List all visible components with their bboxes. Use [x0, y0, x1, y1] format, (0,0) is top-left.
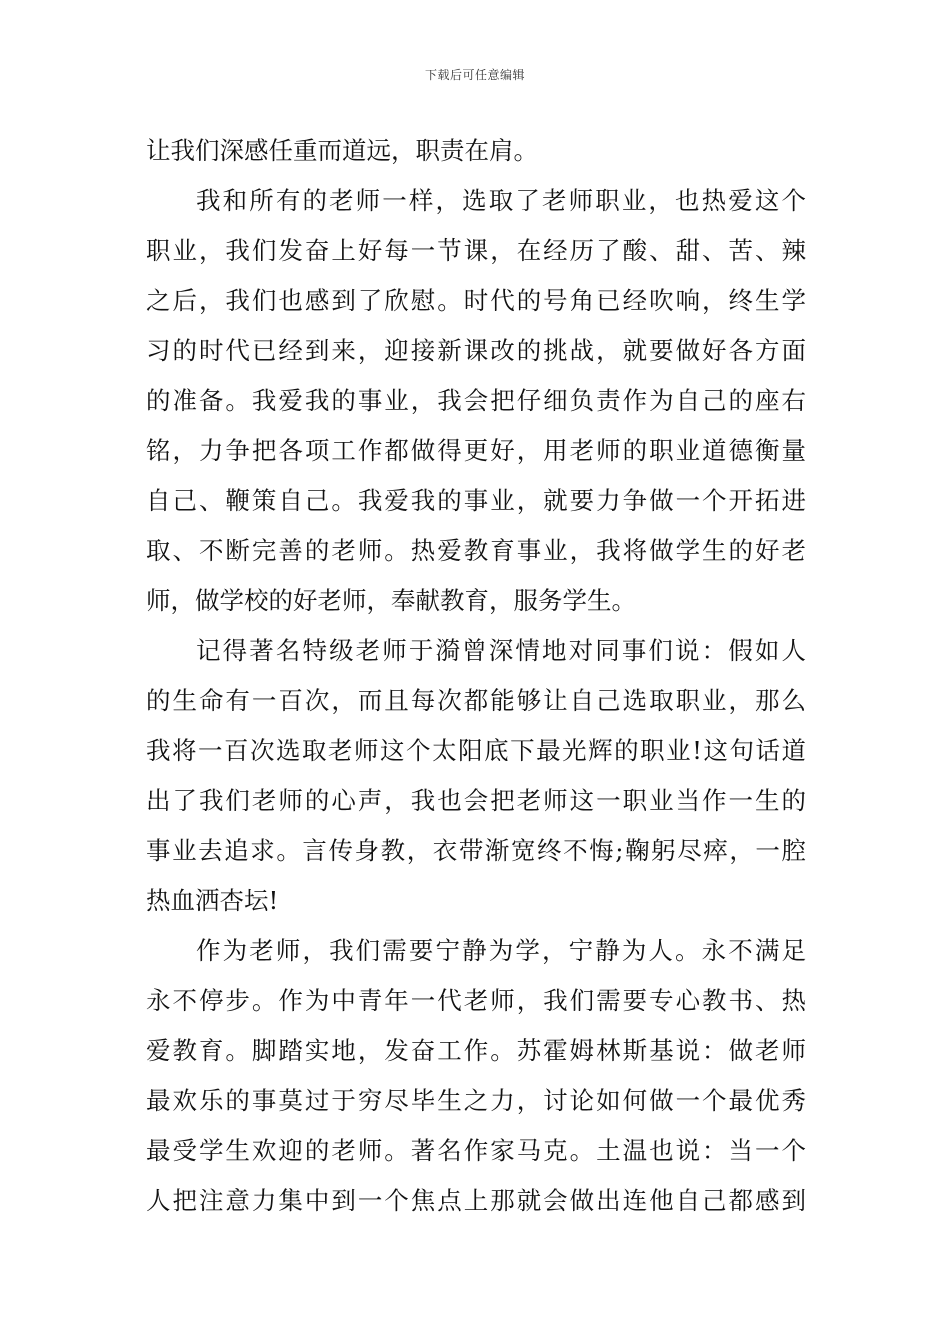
text-line: 自己、鞭策自己。我爱我的事业，就要力争做一个开拓进 — [146, 486, 806, 515]
text-line: 让我们深感任重而道远，职责在肩。 — [146, 136, 538, 165]
text-line: 热血洒杏坛! — [146, 886, 279, 915]
text-line: 我将一百次选取老师这个太阳底下最光辉的职业!这句话道 — [146, 736, 806, 765]
text-line: 职业，我们发奋上好每一节课，在经历了酸、甜、苦、辣 — [146, 236, 806, 265]
text-line: 习的时代已经到来，迎接新课改的挑战，就要做好各方面 — [146, 336, 806, 365]
text-line: 人把注意力集中到一个焦点上那就会做出连他自己都感到 — [146, 1186, 806, 1215]
paragraph — [146, 126, 806, 176]
text-line: 出了我们老师的心声，我也会把老师这一职业当作一生的 — [146, 786, 806, 815]
paragraph — [146, 176, 806, 626]
text-line: 记得著名特级老师于漪曾深情地对同事们说：假如人 — [196, 636, 806, 665]
paragraph — [146, 626, 806, 926]
text-line: 铭，力争把各项工作都做得更好，用老师的职业道德衡量 — [146, 436, 806, 465]
page-header-note: 下载后可任意编辑 — [424, 68, 525, 82]
text-line: 之后，我们也感到了欣慰。时代的号角已经吹响，终生学 — [146, 286, 806, 315]
text-line: 我和所有的老师一样，选取了老师职业，也热爱这个 — [196, 186, 806, 215]
paragraph — [146, 926, 806, 1226]
text-line: 事业去追求。言传身教，衣带渐宽终不悔;鞠躬尽瘁，一腔 — [146, 836, 806, 865]
text-line: 取、不断完善的老师。热爱教育事业，我将做学生的好老 — [146, 536, 806, 565]
text-line: 最受学生欢迎的老师。著名作家马克。土温也说：当一个 — [146, 1136, 806, 1165]
text-line: 永不停步。作为中青年一代老师，我们需要专心教书、热 — [146, 986, 806, 1015]
text-line: 作为老师，我们需要宁静为学，宁静为人。永不满足 — [196, 936, 806, 965]
text-line: 师，做学校的好老师，奉献教育，服务学生。 — [146, 586, 636, 615]
text-line: 的生命有一百次，而且每次都能够让自己选取职业，那么 — [146, 686, 806, 715]
text-line: 的准备。我爱我的事业，我会把仔细负责作为自己的座右 — [146, 386, 806, 415]
document-body — [146, 126, 806, 1226]
text-line: 爱教育。脚踏实地，发奋工作。苏霍姆林斯基说：做老师 — [146, 1036, 806, 1065]
text-line: 最欢乐的事莫过于穷尽毕生之力，讨论如何做一个最优秀 — [146, 1086, 806, 1115]
